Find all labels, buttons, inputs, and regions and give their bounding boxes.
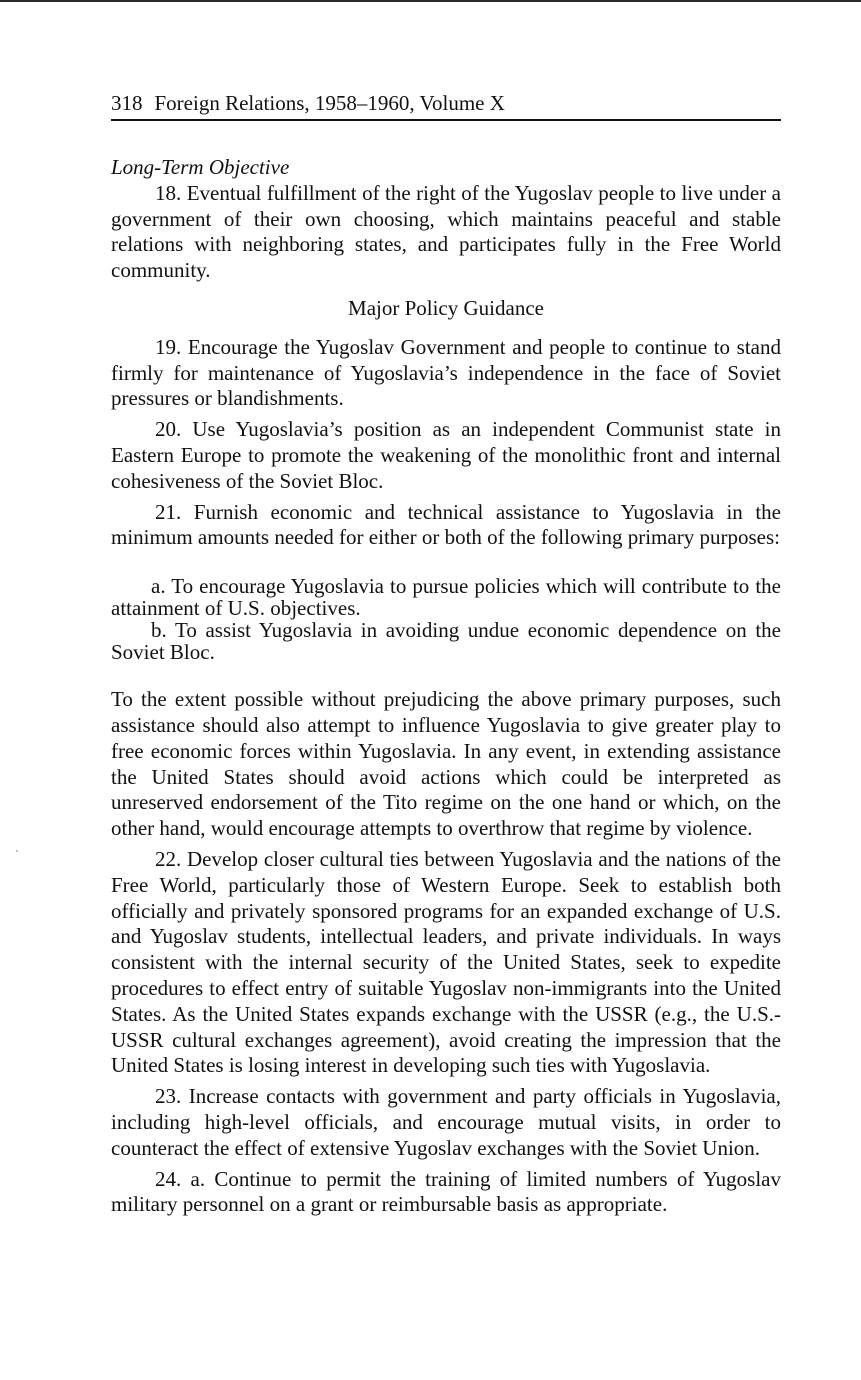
- paragraph-21-subitems: [111, 575, 781, 663]
- volume-title: Foreign Relations, 1958–1960, Volume X: [154, 91, 505, 115]
- page-body: [111, 155, 781, 1218]
- scan-speck: [16, 850, 18, 852]
- paragraph-21a: a. To encourage Yugoslavia to pursue policies which will contribute to the attainment of U.S. objectives.: [111, 574, 781, 621]
- paragraph-22: 22. Develop closer cultural ties between Yugoslavia and the nations of the Free World, particularly those of Western Europe. Seek to establish both officially and privately sponsored programs for an expanded exchange of U.S. and Yugoslav students, intellectual leaders, and private individuals. In ways consistent with the internal security of the United States, seek to expedite procedures to effect entry of suitable Yugoslav non-immigrants into the United States. As the United States expands exchange with the USSR (e.g., the U.S.-USSR cultural exchanges agreement), avoid creating the impression that the United States is losing interest in developing such ties with Yugoslavia.: [111, 846, 781, 1078]
- paragraph-21: 21. Furnish economic and technical assistance to Yugoslavia in the minimum amounts needed for either or both of the following primary purposes:: [111, 499, 781, 550]
- paragraph-21b: b. To assist Yugoslavia in avoiding undue economic dependence on the Soviet Bloc.: [111, 618, 781, 665]
- paragraph-21-continuation: To the extent possible without prejudicing the above primary purposes, such assistance should also attempt to influence Yugoslavia to give greater play to free economic forces within Yugoslavia. In any event, in extending assistance the United States should avoid actions which could be interpreted as unreserved endorsement of the Tito regime on the one hand or which, on the other hand, would encourage attempts to overthrow that regime by violence.: [111, 687, 781, 841]
- objective-heading: Long-Term Objective: [111, 155, 290, 179]
- paragraph-24a: 24. a. Continue to permit the training of limited numbers of Yugoslav military personnel on a grant or reimbursable basis as appropriate.: [111, 1166, 781, 1217]
- paragraph-19: 19. Encourage the Yugoslav Government and people to continue to stand firmly for maintenance of Yugoslavia’s independence in the face of Soviet pressures or blandishments.: [111, 334, 781, 411]
- paragraph-18: 18. Eventual fulfillment of the right of the Yugoslav people to live under a government of their own choosing, which maintains peaceful and stable relations with neighboring states, and participates fully in the Free World community.: [111, 180, 781, 283]
- running-header: [111, 90, 781, 121]
- paragraph-20: 20. Use Yugoslavia’s position as an independent Communist state in Eastern Europe to promote the weakening of the monolithic front and internal cohesiveness of the Soviet Bloc.: [111, 417, 781, 493]
- guidance-heading: Major Policy Guidance: [348, 295, 544, 320]
- paragraph-23: 23. Increase contacts with government and party officials in Yugoslavia, including high-level officials, and encourage mutual visits, in order to counteract the effect of extensive Yugoslav exchanges with the Soviet Union.: [111, 1084, 781, 1160]
- page-number: 318: [111, 91, 143, 115]
- scan-top-edge: [0, 0, 861, 2]
